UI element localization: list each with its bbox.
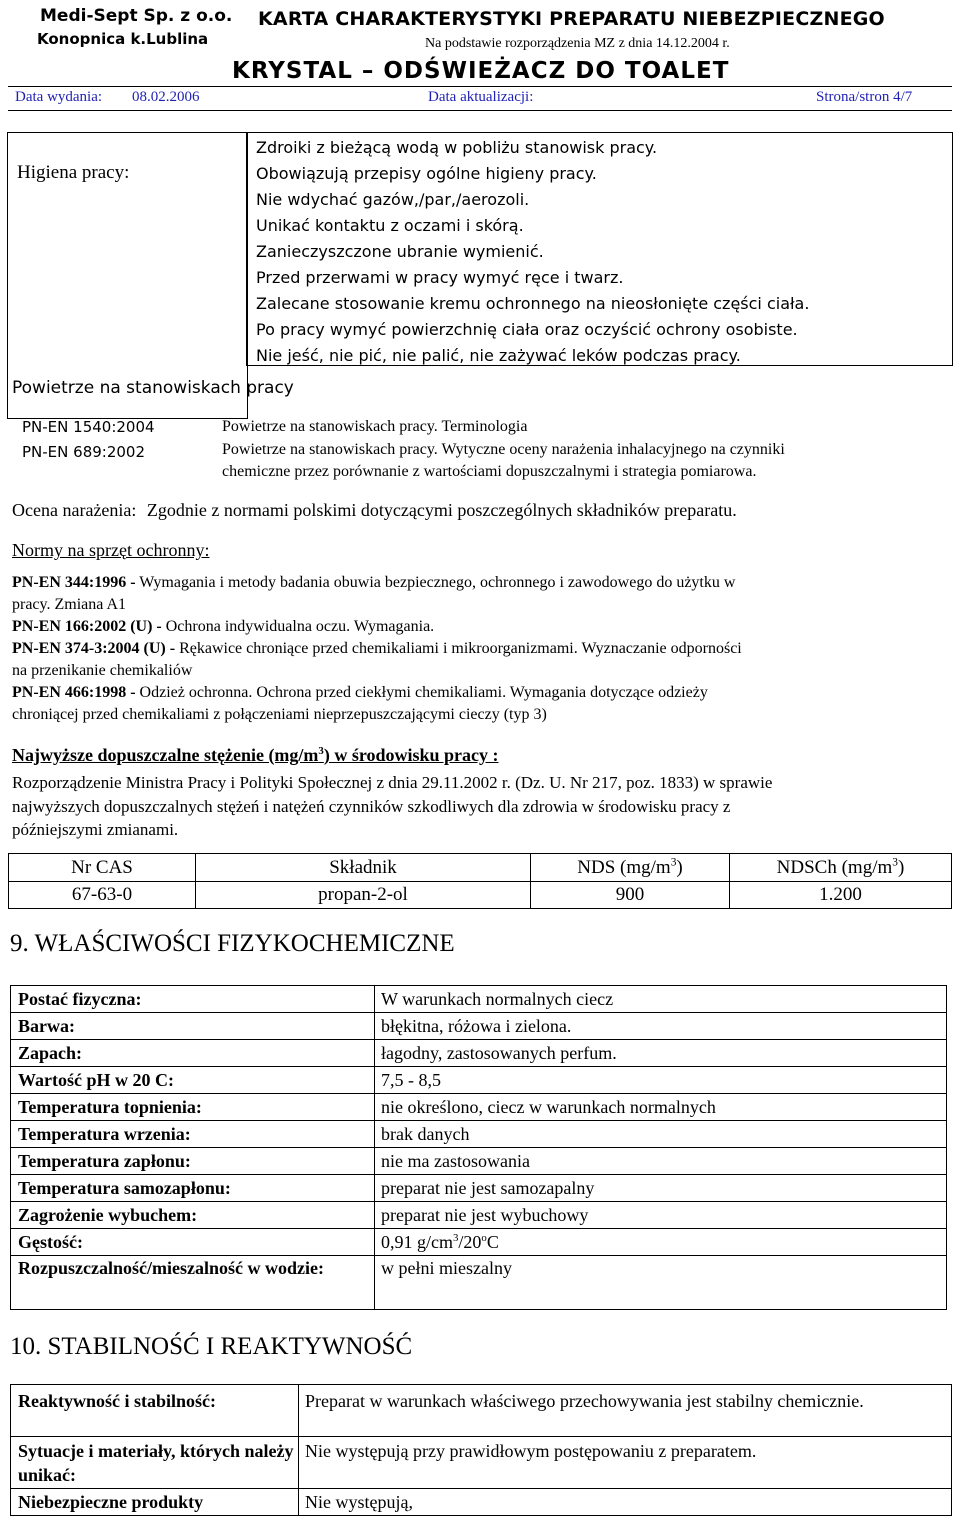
prop-label: Barwa:	[11, 1013, 375, 1040]
prop-label: Temperatura wrzenia:	[11, 1121, 375, 1148]
table-row	[11, 1385, 952, 1437]
norm-continuation: chroniącej przed chemikaliami z połączeniami nieprzepuszczającymi cieczy (typ 3)	[12, 706, 547, 723]
table-row	[11, 1229, 947, 1256]
table-row	[11, 1202, 947, 1229]
stability-value: Nie występują przy prawidłowym postępowaniu z preparatem.	[299, 1437, 952, 1489]
norm-text: Odzież ochronna. Ochrona przed ciekłymi chemikaliami. Wymagania dotyczące odzieży	[135, 684, 708, 701]
nds-table-header	[9, 854, 952, 882]
card-title: KARTA CHARAKTERYSTYKI PREPARATU NIEBEZPIECZNEGO	[258, 8, 885, 30]
prop-value: W warunkach normalnych ciecz	[375, 986, 947, 1013]
header-divider-top	[8, 86, 952, 87]
prop-label: Temperatura topnienia:	[11, 1094, 375, 1121]
stability-label: Niebezpieczne produkty	[11, 1489, 299, 1516]
density-value: 0,91 $g/cm^3/20^oC$	[375, 1229, 947, 1256]
prop-label: Zapach:	[11, 1040, 375, 1067]
issue-label: Data wydania:	[15, 89, 103, 105]
norm-text: Ochrona indywidualna oczu. Wymagania.	[161, 618, 435, 635]
exposure-line	[12, 500, 737, 521]
stability-value: Nie występują,	[299, 1489, 952, 1516]
issue-date: 08.02.2006	[132, 89, 200, 105]
prop-value: łagodny, zastosowanych perfum.	[375, 1040, 947, 1067]
col-component-header: Składnik	[196, 854, 531, 882]
table-row	[11, 986, 947, 1013]
col-cas-header: Nr CAS	[9, 854, 196, 882]
prop-label: Zagrożenie wybuchem:	[11, 1202, 375, 1229]
norm-text: Wymagania i metody badania obuwia bezpiecznego, ochronnego i zawodowego do użytku w	[135, 574, 736, 591]
col-ndsch-header: NDSCh $(mg/m^3)$	[730, 854, 952, 882]
prop-label: Temperatura samozapłonu:	[11, 1175, 375, 1202]
table-row	[11, 1121, 947, 1148]
air-norm-2: PN-EN 689:2002	[22, 443, 146, 461]
nds-regulation-line3: późniejszymi zmianami.	[12, 820, 179, 839]
table-row	[11, 1437, 952, 1489]
company-location: Konopnica k.Lublina	[37, 30, 209, 48]
equipment-list	[12, 574, 947, 728]
stability-table	[10, 1384, 952, 1516]
air-text-1: Powietrze na stanowiskach pracy. Terminologia	[222, 418, 528, 435]
stability-value: Preparat w warunkach właściwego przechowywania jest stabilny chemicznie.	[299, 1385, 952, 1437]
norm-code: PN-EN 166:2002 (U) -	[12, 618, 162, 635]
prop-value: 7,5 - 8,5	[375, 1067, 947, 1094]
regulation-basis: Na podstawie rozporządzenia MZ z dnia 14.12.2004 r.	[425, 36, 730, 51]
norm-text: Rękawice chroniące przed chemikaliami i mikroorganizmami. Wyznaczanie odporności	[175, 640, 742, 657]
equipment-item	[12, 618, 947, 640]
hygiene-line: Obowiązują przepisy ogólne higieny pracy.	[256, 164, 597, 183]
hygiene-line: Nie jeść, nie pić, nie palić, nie zażywać leków podczas pracy.	[256, 346, 741, 365]
table-row	[9, 882, 952, 909]
physchem-table	[10, 985, 947, 1310]
nds-heading-sup: 3	[318, 745, 324, 757]
air-text-2: Powietrze na stanowiskach pracy. Wytyczne oceny narażenia inhalacyjnego na czynniki	[222, 441, 785, 458]
norm-continuation: na przenikanie chemikaliów	[12, 662, 193, 679]
nds-heading	[12, 745, 499, 766]
cell-ndsch: 1.200	[730, 882, 952, 909]
prop-label: Temperatura zapłonu:	[11, 1148, 375, 1175]
exposure-label: Ocena narażenia:	[12, 500, 137, 520]
hygiene-line: Zanieczyszczone ubranie wymienić.	[256, 242, 544, 261]
density-label: Gęstość:	[11, 1229, 375, 1256]
cell-nds: 900	[531, 882, 730, 909]
cell-component: propan-2-ol	[196, 882, 531, 909]
air-label: Powietrze na stanowiskach pracy	[12, 378, 294, 398]
norm-code: PN-EN 344:1996 -	[12, 574, 136, 591]
solubility-label: Rozpuszczalność/mieszalność w wodzie:	[11, 1256, 375, 1310]
nds-regulation-line2: najwyższych dopuszczalnych stężeń i natężeń czynników szkodliwych dla zdrowia w środowisku pracy z	[12, 797, 731, 816]
nds-table	[8, 853, 952, 909]
prop-value: nie określono, ciecz w warunkach normalnych	[375, 1094, 947, 1121]
table-row	[11, 1148, 947, 1175]
stability-label: Sytuacje i materiały, których należy unikać:	[11, 1437, 299, 1489]
norm-continuation: pracy. Zmiana A1	[12, 596, 127, 613]
nds-heading-text: Najwyższe dopuszczalne stężenie (mg/m	[12, 745, 319, 765]
air-norm-1: PN-EN 1540:2004	[22, 418, 155, 436]
table-row	[11, 1256, 947, 1310]
update-label: Data aktualizacji:	[428, 89, 534, 105]
section-9-title: 9. WŁAŚCIWOŚCI FIZYKOCHEMICZNE	[10, 930, 455, 957]
prop-label: Wartość pH w 20 C:	[11, 1067, 375, 1094]
prop-value: preparat nie jest samozapalny	[375, 1175, 947, 1202]
company-name: Medi-Sept Sp. z o.o.	[40, 6, 233, 26]
nds-heading-text-end: ) w środowisku pracy :	[323, 745, 499, 765]
col-nds-header: NDS $(mg/m^3)$	[531, 854, 730, 882]
table-row	[11, 1094, 947, 1121]
hygiene-line: Przed przerwami w pracy wymyć ręce i twarz.	[256, 268, 624, 287]
exposure-text: Zgodnie z normami polskimi dotyczącymi poszczególnych składników preparatu.	[146, 500, 737, 520]
hygiene-line: Unikać kontaktu z oczami i skórą.	[256, 216, 524, 235]
hygiene-line: Zdroiki z bieżącą wodą w pobliżu stanowisk pracy.	[256, 138, 658, 157]
page-number: Strona/stron 4/7	[816, 89, 913, 105]
hygiene-line: Po pracy wymyć powierzchnię ciała oraz oczyścić ochrony osobiste.	[256, 320, 798, 339]
table-row	[11, 1067, 947, 1094]
equipment-label: Normy na sprzęt ochronny:	[12, 540, 210, 560]
solubility-value: w pełni mieszalny	[375, 1256, 947, 1310]
prop-value: błękitna, różowa i zielona.	[375, 1013, 947, 1040]
prop-value: nie ma zastosowania	[375, 1148, 947, 1175]
header-divider-bottom	[8, 110, 952, 111]
norm-code: PN-EN 466:1998 -	[12, 684, 136, 701]
hygiene-line: Nie wdychać gazów,/par,/aerozoli.	[256, 190, 530, 209]
cell-cas: 67-63-0	[9, 882, 196, 909]
table-row	[11, 1013, 947, 1040]
nds-regulation-line1: Rozporządzenie Ministra Pracy i Polityki Społecznej z dnia 29.11.2002 r. (Dz. U. Nr 217, poz. 1833) w sprawie	[12, 773, 773, 792]
prop-label: Postać fizyczna:	[11, 986, 375, 1013]
norm-code: PN-EN 374-3:2004 (U) -	[12, 640, 176, 657]
section-10-title: 10. STABILNOŚĆ I REAKTYWNOŚĆ	[10, 1333, 413, 1360]
equipment-item	[12, 684, 947, 706]
equipment-item	[12, 574, 947, 596]
hygiene-lines	[256, 135, 809, 369]
prop-value: preparat nie jest wybuchowy	[375, 1202, 947, 1229]
air-text-3: chemiczne przez porównanie z wartościami dopuszczalnymi i strategia pomiarowa.	[222, 463, 757, 480]
table-row	[11, 1175, 947, 1202]
prop-value: brak danych	[375, 1121, 947, 1148]
table-row	[11, 1040, 947, 1067]
stability-label: Reaktywność i stabilność:	[11, 1385, 299, 1437]
hygiene-label: Higiena pracy:	[17, 162, 130, 183]
hygiene-line: Zalecane stosowanie kremu ochronnego na nieosłonięte części ciała.	[256, 294, 810, 313]
product-name: KRYSTAL – ODŚWIEŻACZ DO TOALET	[232, 58, 730, 84]
equipment-item	[12, 640, 947, 662]
table-row	[11, 1489, 952, 1516]
